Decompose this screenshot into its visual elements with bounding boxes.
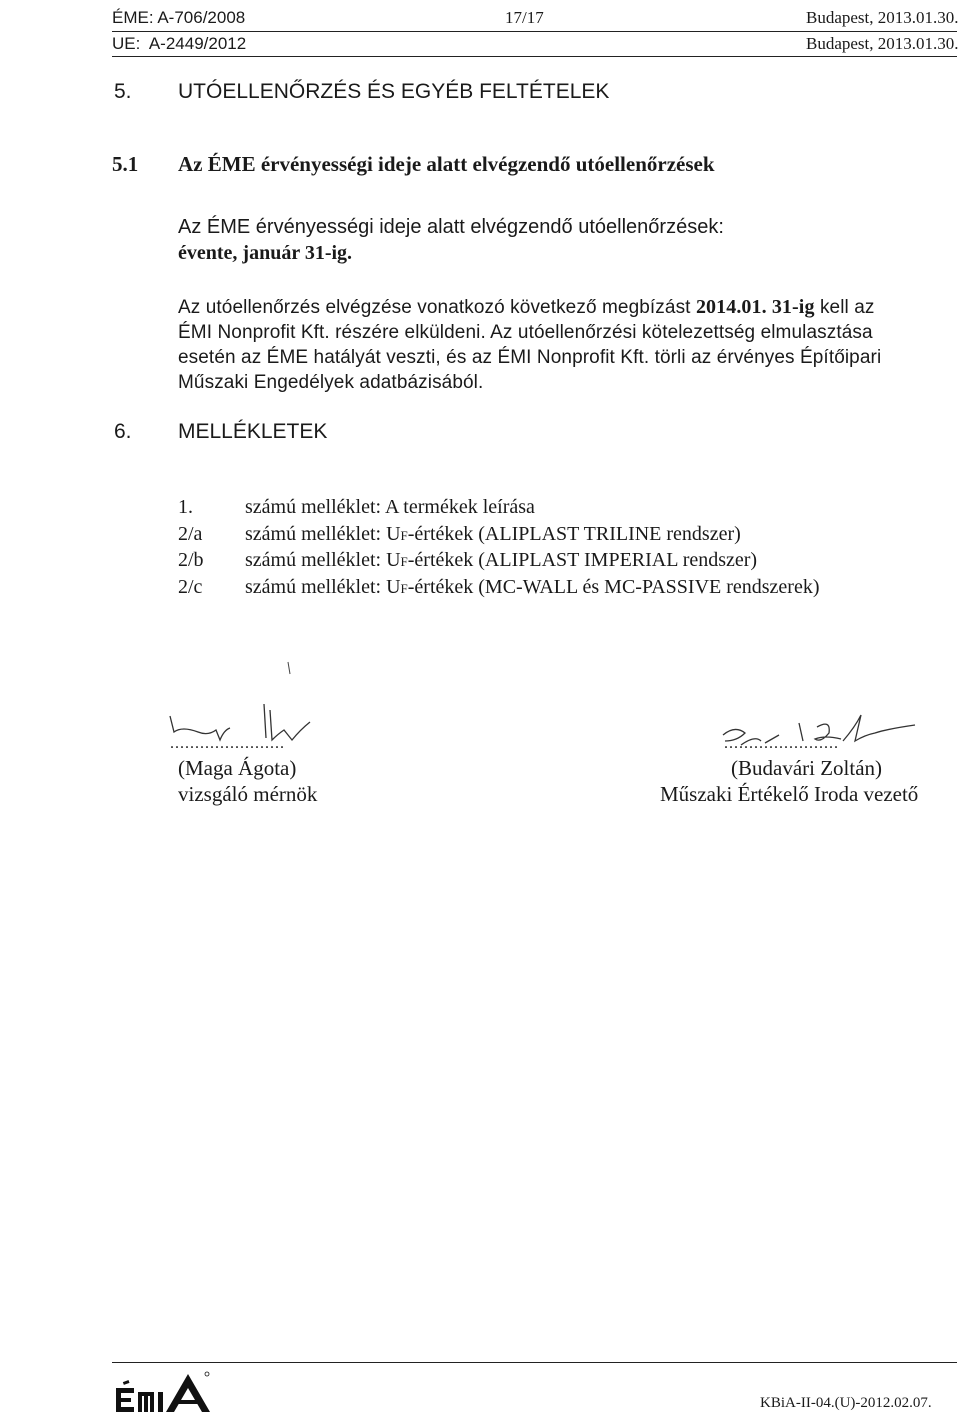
header-right-line1: Budapest, 2013.01.30.: [806, 8, 959, 27]
annex-text-1: [245, 496, 535, 519]
annex-text-2b-pre: számú melléklet: U: [245, 549, 401, 571]
footer-rule: [112, 1362, 957, 1363]
signature-left-name: (Maga Ágota): [178, 756, 297, 780]
signature-right-name: (Budavári Zoltán): [731, 756, 883, 780]
header-left-line2: UE: A-2449/2012: [112, 34, 247, 53]
annex-text-2c-pre: számú melléklet: U: [245, 576, 401, 598]
intro-text: Az ÉME érvényességi ideje alatt elvégzendő utóellenőrzések:: [178, 216, 724, 238]
deadline-date: 2014.01. 31-ig: [695, 296, 815, 318]
annex-text-2b: [245, 549, 757, 572]
annex-num-2c: 2/c: [178, 576, 203, 598]
section5-title: UTÓELLENŐRZÉS ÉS EGYÉB FELTÉTELEK: [178, 80, 610, 103]
header-rule-bottom: [112, 56, 957, 57]
document-code: KBiA-II-04.(U)-2012.02.07.: [760, 1395, 932, 1411]
signature-left-role: vizsgáló mérnök: [178, 782, 318, 806]
header-page-number: 17/17: [505, 8, 544, 27]
header-left-line1: ÉME: A-706/2008: [112, 8, 246, 27]
section5-number: 5.: [114, 80, 132, 103]
section6-number: 6.: [114, 420, 132, 443]
frequency-text: évente, január 31-ig.: [178, 242, 353, 264]
annex-text-2c: [245, 576, 820, 599]
paragraph-line4: Műszaki Engedélyek adatbázisából.: [178, 372, 484, 393]
signature-right-role: Műszaki Értékelő Iroda vezető: [660, 782, 919, 806]
header-rule-top: [112, 31, 957, 32]
annex-text-2b-sub: F: [400, 554, 408, 569]
signature-right-dots: .......................: [724, 735, 839, 752]
paragraph-line1: [178, 294, 875, 321]
annex-text-1-pre: számú melléklet: A termékek leírása: [245, 496, 535, 518]
paragraph-line1-tail: kell az: [814, 297, 875, 318]
annex-text-2a-sub: F: [400, 528, 408, 543]
signature-left-dots: .......................: [170, 735, 285, 752]
emi-logo-icon: [114, 1370, 214, 1416]
annex-text-2a-post: -értékek (ALIPLAST TRILINE rendszer): [407, 523, 741, 545]
annex-text-2c-sub: F: [400, 581, 408, 596]
annex-text-2a-pre: számú melléklet: U: [245, 523, 401, 545]
header-right-line2: Budapest, 2013.01.30.: [806, 34, 959, 53]
annex-text-2a: [245, 523, 741, 546]
annex-text-2b-post: -értékek (ALIPLAST IMPERIAL rendszer): [407, 549, 758, 571]
paragraph-line2: ÉMI Nonprofit Kft. részére elküldeni. Az utóellenőrzési kötelezettség elmulasztása: [178, 322, 873, 343]
annex-num-1: 1.: [178, 496, 193, 518]
section5-1-title: Az ÉME érvényességi ideje alatt elvégzendő utóellenőrzések: [178, 152, 715, 176]
annex-text-2c-post: -értékek (MC-WALL és MC-PASSIVE rendszerek): [407, 576, 820, 598]
annex-num-2a: 2/a: [178, 523, 203, 545]
annex-num-2b: 2/b: [178, 549, 204, 571]
paragraph-line3: esetén az ÉME hatályát veszti, és az ÉMI Nonprofit Kft. törli az érvényes Építőipari: [178, 347, 882, 368]
section5-1-number: 5.1: [112, 152, 139, 176]
section6-title: MELLÉKLETEK: [178, 420, 328, 443]
paragraph-line1-text: Az utóellenőrzés elvégzése vonatkozó következő megbízást: [178, 297, 696, 318]
emi-logo: [114, 1370, 214, 1416]
